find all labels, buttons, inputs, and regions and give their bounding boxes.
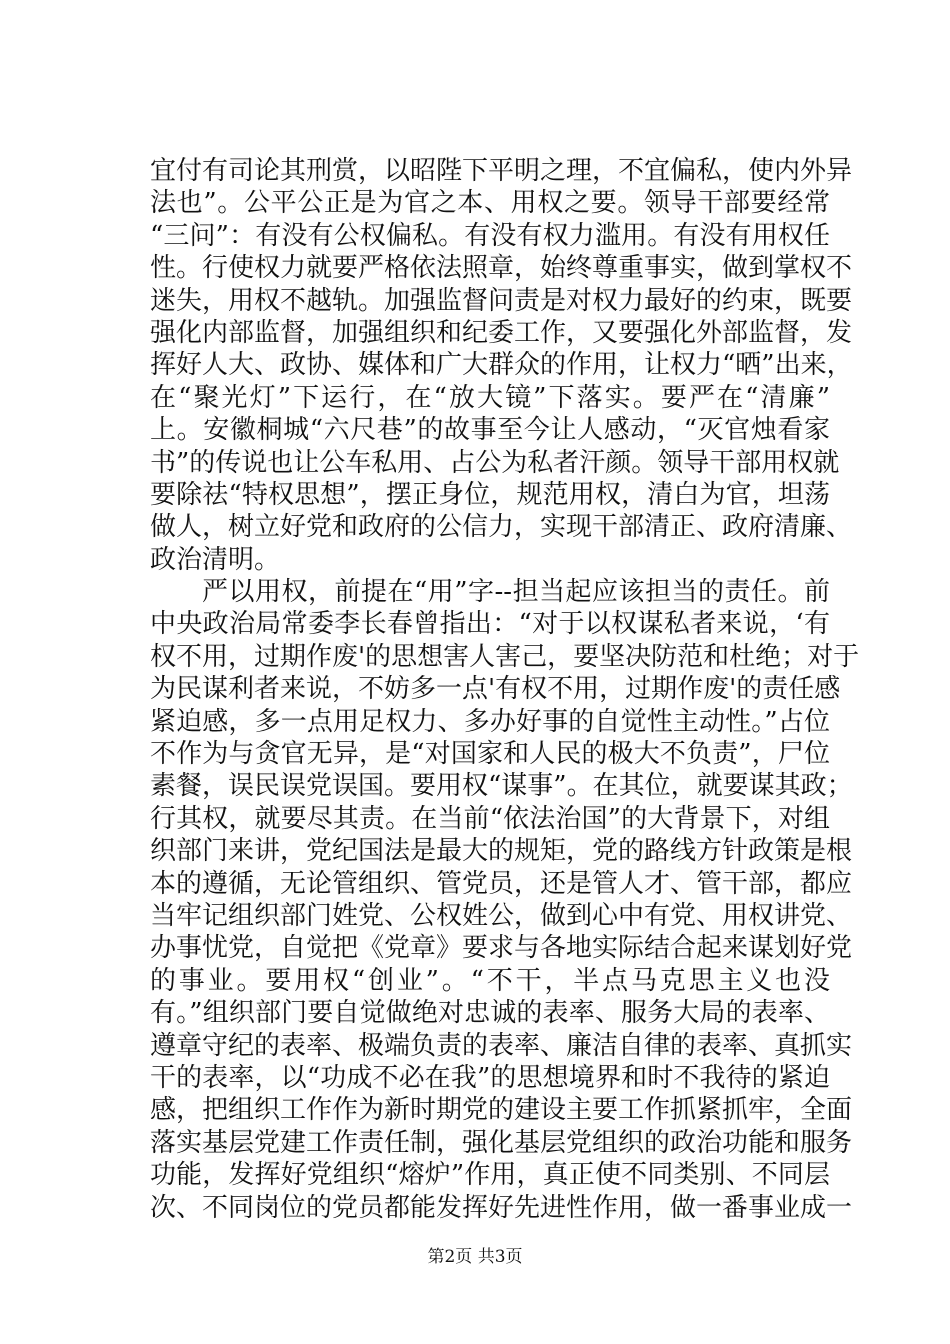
text-line: 权不用，过期作废'的思想害人害己，要坚决防范和杜绝；对于 <box>150 641 860 672</box>
text-line: 紧迫感，多一点用足权力、多办好事的自觉性主动性。”占位 <box>150 706 830 737</box>
text-line: 政治清明。 <box>150 544 281 575</box>
text-line: 强化内部监督，加强组织和纪委工作，又要强化外部监督，发 <box>150 317 853 348</box>
text-line: 次、不同岗位的党员都能发挥好先进性作用，做一番事业成一 <box>150 1192 853 1223</box>
text-line: 做人，树立好党和政府的公信力，实现干部清正、政府清廉、 <box>150 512 853 543</box>
text-line: 为民谋利者来说，不妨多一点'有权不用，过期作废'的责任感 <box>150 674 841 705</box>
text-line: 当牢记组织部门姓党、公权姓公，做到心中有党、用权讲党、 <box>150 900 853 931</box>
text-line: 挥好人大、政协、媒体和广大群众的作用，让权力“晒”出来， <box>150 350 853 381</box>
text-line: 性。行使权力就要严格依法照章，始终尊重事实，做到掌权不 <box>150 253 853 284</box>
text-line: 书”的传说也让公车私用、占公为私者汗颜。领导干部用权就 <box>150 447 840 478</box>
text-line: 严以用权，前提在“用”字--担当起应该担当的责任。前 <box>202 577 830 608</box>
text-line: 落实基层党建工作责任制，强化基层党组织的政治功能和服务 <box>150 1127 853 1158</box>
text-line: 本的遵循，无论管组织、管党员，还是管人才、管干部，都应 <box>150 868 853 899</box>
text-line: 在“聚光灯”下运行，在“放大镜”下落实。要严在“清廉” <box>150 382 830 413</box>
page-number-label: 第2页 共3页 <box>427 1247 523 1267</box>
text-line: 素餐，误民误党误国。要用权“谋事”。在其位，就要谋其政； <box>150 771 853 802</box>
text-line: 要除祛“特权思想”，摆正身位，规范用权，清白为官，坦荡 <box>150 479 830 510</box>
text-line: 功能，发挥好党组织“熔炉”作用，真正使不同类别、不同层 <box>150 1160 830 1191</box>
text-line: 不作为与贪官无异，是“对国家和人民的极大不负责”，尸位 <box>150 739 830 770</box>
text-line: 感，把组织工作作为新时期党的建设主要工作抓紧抓牢，全面 <box>150 1095 853 1126</box>
text-line: 遵章守纪的表率、极端负责的表率、廉洁自律的表率、真抓实 <box>150 1030 853 1061</box>
text-line: 织部门来讲，党纪国法是最大的规矩，党的路线方针政策是根 <box>150 836 853 867</box>
text-line: 上。安徽桐城“六尺巷”的故事至今让人感动，“灭官烛看家 <box>150 415 830 446</box>
text-line: 有。”组织部门要自觉做绝对忠诚的表率、服务大局的表率、 <box>150 998 830 1029</box>
text-line: 法也”。公平公正是为官之本、用权之要。领导干部要经常 <box>150 188 830 219</box>
text-line: 宜付有司论其刑赏，以昭陛下平明之理，不宜偏私，使内外异 <box>150 156 853 186</box>
text-line: 办事忧党，自觉把《党章》要求与各地实际结合起来谋划好党 <box>150 933 853 964</box>
body-text <box>150 155 860 1224</box>
text-line: 行其权，就要尽其责。在当前“依法治国”的大背景下，对组 <box>150 803 830 834</box>
text-line: “三问”：有没有公权偏私。有没有权力滥用。有没有用权任 <box>150 220 830 251</box>
page-footer <box>0 1245 950 1269</box>
text-line: 的事业。要用权“创业”。“不干，半点马克思主义也没 <box>150 965 830 996</box>
text-line: 中央政治局常委李长春曾指出：“对于以权谋私者来说，‘有 <box>150 609 830 640</box>
text-line: 迷失，用权不越轨。加强监督问责是对权力最好的约束，既要 <box>150 285 853 316</box>
text-line: 干的表率，以“功成不必在我”的思想境界和时不我待的紧迫 <box>150 1062 830 1093</box>
